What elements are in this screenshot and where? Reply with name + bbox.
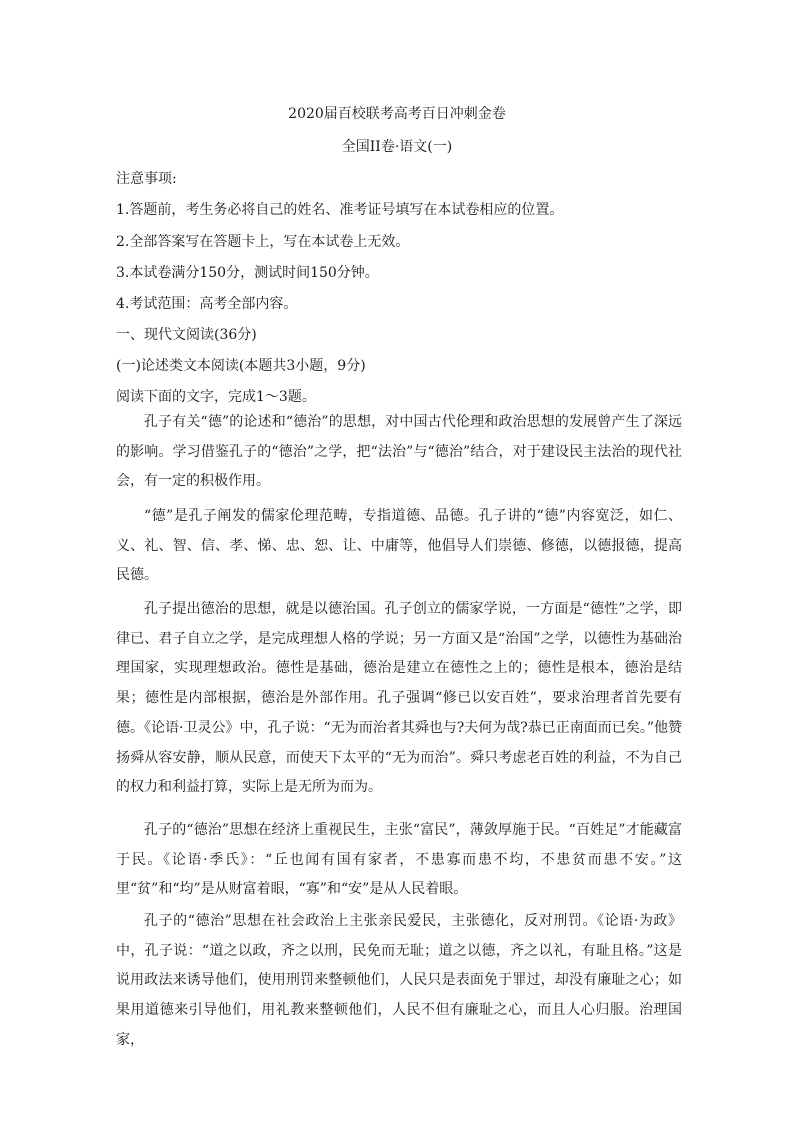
section-subheading: (一)论述类文本阅读(本题共3小题，9分) (116, 358, 366, 374)
passage-paragraph: 孔子提出德治的思想，就是以德治国。孔子创立的儒家学说，一方面是“德性”之学，即律已、君子自立之学，是完成理想人格的学说；另一方面又是“治国”之学，以德性为基础治理国家，实现理想政治。德性是基础，德治是建立在德性之上的；德性是根本，德治是结果；德性是内部根据，德治是外部作用。孔子强调“修已以安百姓”，要求治理者首先要有德。《论语·卫灵公》中，孔子说：“无为而治者其舜也与?夫何为哉?恭已正南面而已矣。”他赞扬舜从容安静，顺从民意，而使天下太平的“无为而治”。舜只考虑老百姓的利益，不为自己的权力和利益打算，实际上是无所为而为。 (116, 601, 682, 796)
passage-paragraph: 孔子有关“德”的论述和“德治”的思想，对中国古代伦理和政治思想的发展曾产生了深远的影响。学习借鉴孔子的“德治”之学，把“法治”与“德治”结合，对于建设民主法治的现代社会，有一定的积极作用。 (116, 414, 682, 490)
notice-item: 4.考试范围：高考全部内容。 (116, 296, 298, 312)
exam-subtitle: 全国II卷·语文(一) (341, 139, 453, 155)
notice-item: 2.全部答案写在答题卡上，写在本试卷上无效。 (116, 234, 410, 250)
exam-title: 2020届百校联考高考百日冲刺金卷 (288, 106, 506, 122)
notice-item: 3.本试卷满分150分，测试时间150分钟。 (116, 265, 379, 281)
section-heading: 一、现代文阅读(36分) (116, 327, 257, 343)
section-instruction: 阅读下面的文字，完成1～3题。 (116, 389, 316, 405)
notice-item: 1.答题前，考生务必将自己的姓名、准考证号填写在本试卷相应的位置。 (116, 202, 564, 218)
passage-paragraph: “德”是孔子阐发的儒家伦理范畴，专指道德、品德。孔子讲的“德”内容宽泛，如仁、义、礼、智、信、孝、悌、忠、恕、让、中庸等，他倡导人们崇德、修德，以德报德，提高民德。 (116, 508, 682, 584)
passage-paragraph: 孔子的“德治”思想在经济上重视民生，主张“富民”，薄敛厚施于民。“百姓足”才能藏富于民。《论语·季氏》：“丘也闻有国有家者，不患寡而患不均，不患贫而患不安。”这里“贫”和“均”是从财富着眼，“寡”和“安”是从人民着眼。 (116, 822, 682, 898)
passage-paragraph: 孔子的“德治”思想在社会政治上主张亲民爱民，主张德化，反对刑罚。《论语·为政》中，孔子说：“道之以政，齐之以刑，民免而无耻；道之以德，齐之以礼，有耻且格。”这是说用政法来诱导他们，使用刑罚来整顿他们，人民只是表面免于罪过，却没有廉耻之心；如果用道德来引导他们，用礼教来整顿他们，人民不但有廉耻之心，而且人心归服。治理国家， (116, 913, 682, 1048)
notice-heading: 注意事项: (116, 171, 177, 187)
